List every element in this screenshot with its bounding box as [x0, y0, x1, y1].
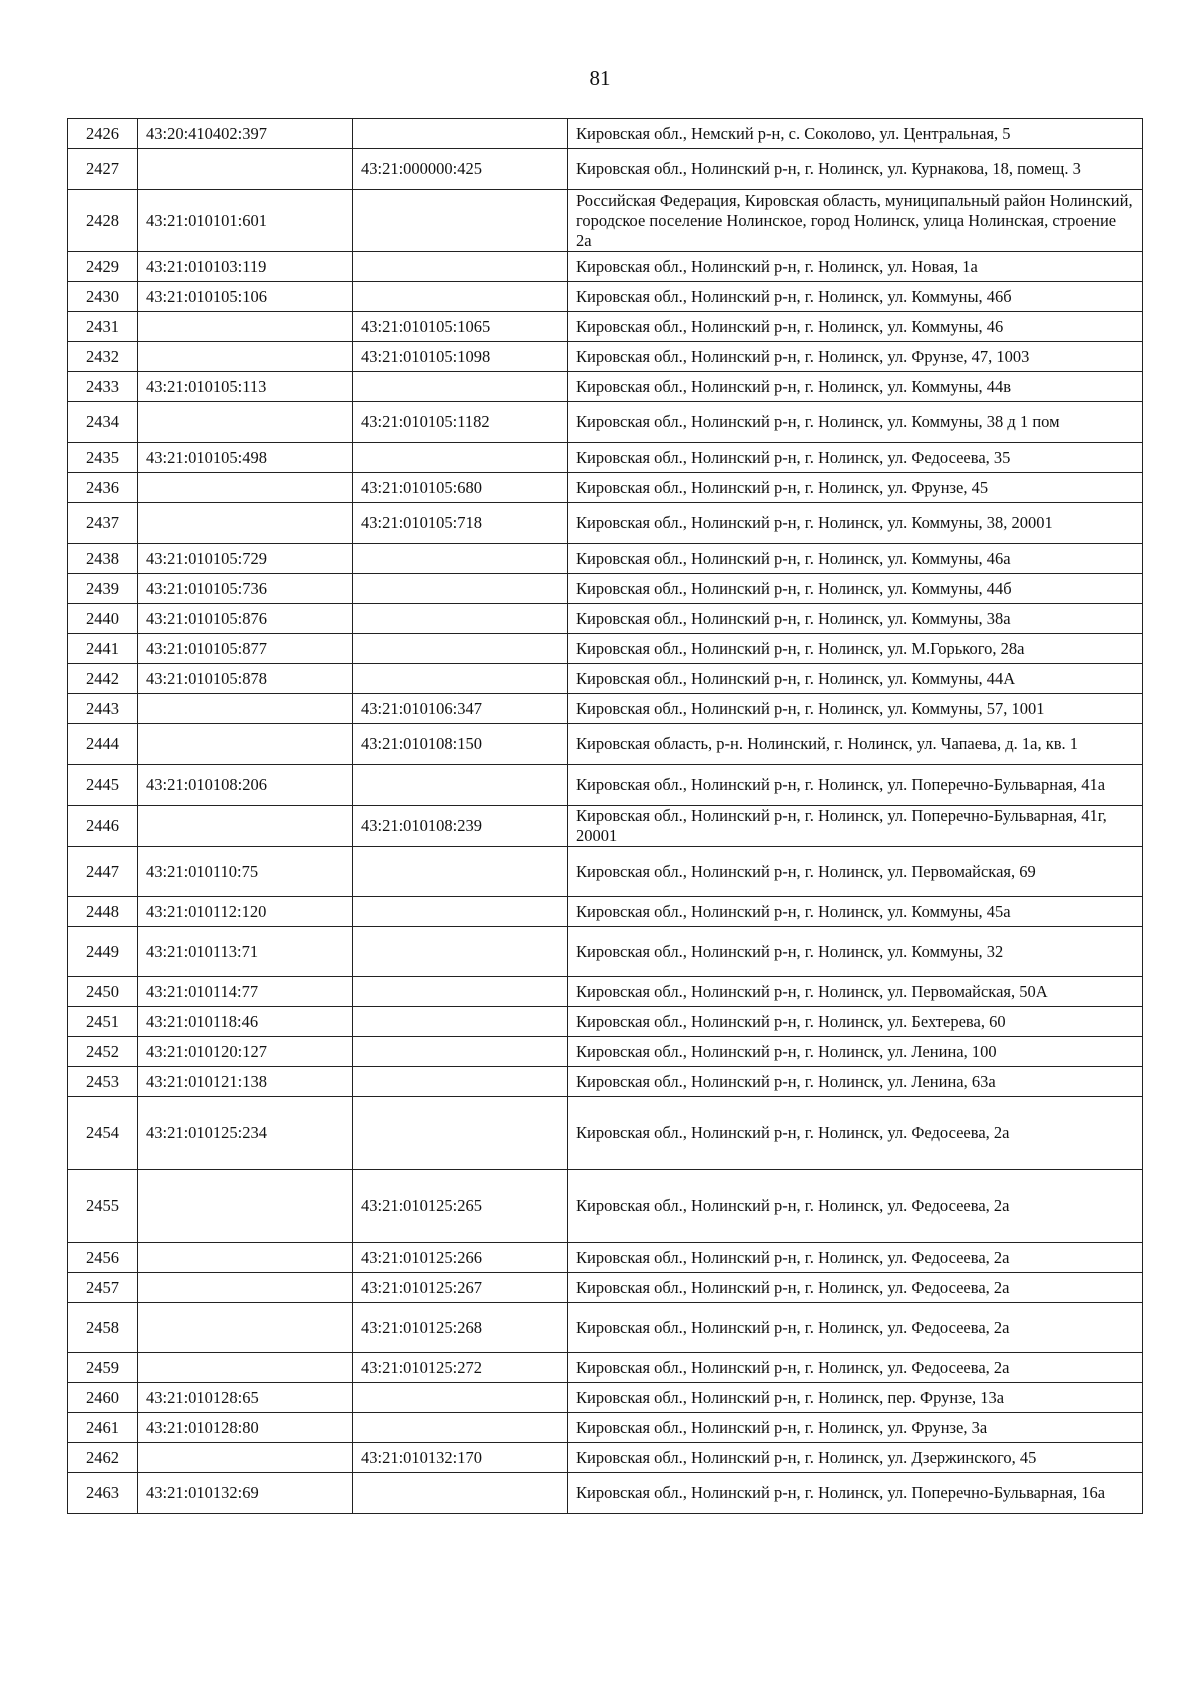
building-cadastral-number-cell: 43:21:010105:680	[353, 473, 568, 503]
table-row	[68, 634, 1143, 664]
row-number-cell: 2461	[68, 1413, 138, 1443]
land-cadastral-number-cell: 43:21:010128:80	[138, 1413, 353, 1443]
land-cadastral-number-cell	[138, 312, 353, 342]
address-cell: Кировская обл., Нолинский р-н, г. Нолинск, ул. Бехтерева, 60	[568, 1007, 1143, 1037]
building-cadastral-number-cell	[353, 190, 568, 252]
table-row	[68, 149, 1143, 190]
building-cadastral-number-cell	[353, 372, 568, 402]
land-cadastral-number-cell: 43:21:010112:120	[138, 897, 353, 927]
land-cadastral-number-cell: 43:20:410402:397	[138, 119, 353, 149]
building-cadastral-number-cell	[353, 847, 568, 897]
building-cadastral-number-cell	[353, 1067, 568, 1097]
table-row	[68, 694, 1143, 724]
building-cadastral-number-cell: 43:21:010105:1098	[353, 342, 568, 372]
address-cell: Кировская обл., Нолинский р-н, г. Нолинск, ул. Коммуны, 46	[568, 312, 1143, 342]
land-cadastral-number-cell	[138, 1243, 353, 1273]
land-cadastral-number-cell	[138, 1443, 353, 1473]
row-number-cell: 2460	[68, 1383, 138, 1413]
building-cadastral-number-cell	[353, 897, 568, 927]
row-number-cell: 2429	[68, 252, 138, 282]
address-cell: Кировская обл., Нолинский р-н, г. Нолинск, ул. Федосеева, 2а	[568, 1097, 1143, 1170]
land-cadastral-number-cell: 43:21:010105:877	[138, 634, 353, 664]
row-number-cell: 2436	[68, 473, 138, 503]
address-cell: Кировская обл., Нолинский р-н, г. Нолинск, ул. Коммуны, 44б	[568, 574, 1143, 604]
address-cell: Кировская обл., Нолинский р-н, г. Нолинск, ул. Коммуны, 38 д 1 пом	[568, 402, 1143, 443]
table-row	[68, 897, 1143, 927]
address-cell: Кировская обл., Нолинский р-н, г. Нолинск, ул. М.Горького, 28а	[568, 634, 1143, 664]
building-cadastral-number-cell: 43:21:010132:170	[353, 1443, 568, 1473]
table-row	[68, 724, 1143, 765]
row-number-cell: 2463	[68, 1473, 138, 1514]
address-cell: Кировская обл., Нолинский р-н, г. Нолинск, ул. Коммуны, 45а	[568, 897, 1143, 927]
land-cadastral-number-cell	[138, 1353, 353, 1383]
row-number-cell: 2442	[68, 664, 138, 694]
land-cadastral-number-cell: 43:21:010128:65	[138, 1383, 353, 1413]
table-row	[68, 604, 1143, 634]
address-cell: Кировская обл., Нолинский р-н, г. Нолинск, ул. Новая, 1а	[568, 252, 1143, 282]
address-cell: Кировская обл., Нолинский р-н, г. Нолинск, ул. Коммуны, 44А	[568, 664, 1143, 694]
building-cadastral-number-cell	[353, 1413, 568, 1443]
building-cadastral-number-cell	[353, 282, 568, 312]
building-cadastral-number-cell: 43:21:010105:1065	[353, 312, 568, 342]
building-cadastral-number-cell	[353, 765, 568, 806]
row-number-cell: 2437	[68, 503, 138, 544]
land-cadastral-number-cell: 43:21:010108:206	[138, 765, 353, 806]
address-cell: Кировская обл., Нолинский р-н, г. Нолинск, ул. Коммуны, 46а	[568, 544, 1143, 574]
address-cell: Кировская обл., Нолинский р-н, г. Нолинск, ул. Федосеева, 2а	[568, 1303, 1143, 1353]
land-cadastral-number-cell: 43:21:010120:127	[138, 1037, 353, 1067]
land-cadastral-number-cell: 43:21:010125:234	[138, 1097, 353, 1170]
address-cell: Кировская обл., Нолинский р-н, г. Нолинск, ул. Курнакова, 18, помещ. 3	[568, 149, 1143, 190]
table-row	[68, 765, 1143, 806]
address-cell: Кировская обл., Нолинский р-н, г. Нолинск, ул. Федосеева, 35	[568, 443, 1143, 473]
building-cadastral-number-cell	[353, 574, 568, 604]
row-number-cell: 2428	[68, 190, 138, 252]
land-cadastral-number-cell	[138, 342, 353, 372]
row-number-cell: 2454	[68, 1097, 138, 1170]
land-cadastral-number-cell: 43:21:010105:876	[138, 604, 353, 634]
row-number-cell: 2427	[68, 149, 138, 190]
row-number-cell: 2426	[68, 119, 138, 149]
table-row	[68, 574, 1143, 604]
row-number-cell: 2438	[68, 544, 138, 574]
land-cadastral-number-cell	[138, 806, 353, 847]
address-cell: Кировская обл., Нолинский р-н, г. Нолинск, ул. Поперечно-Бульварная, 41г, 20001	[568, 806, 1143, 847]
building-cadastral-number-cell	[353, 1473, 568, 1514]
address-cell: Российская Федерация, Кировская область, муниципальный район Нолинский, городское поселение Нолинское, город Нолинск, улица Нолинская, строение 2а	[568, 190, 1143, 252]
address-cell: Кировская обл., Нолинский р-н, г. Нолинск, ул. Ленина, 100	[568, 1037, 1143, 1067]
row-number-cell: 2452	[68, 1037, 138, 1067]
table-row	[68, 664, 1143, 694]
table-row	[68, 977, 1143, 1007]
building-cadastral-number-cell	[353, 604, 568, 634]
row-number-cell: 2440	[68, 604, 138, 634]
land-cadastral-number-cell: 43:21:010103:119	[138, 252, 353, 282]
table-row	[68, 1383, 1143, 1413]
address-cell: Кировская обл., Нолинский р-н, г. Нолинск, ул. Коммуны, 46б	[568, 282, 1143, 312]
land-cadastral-number-cell: 43:21:010105:498	[138, 443, 353, 473]
address-cell: Кировская обл., Нолинский р-н, г. Нолинск, ул. Коммуны, 38, 20001	[568, 503, 1143, 544]
table-row	[68, 282, 1143, 312]
table-row	[68, 847, 1143, 897]
address-cell: Кировская обл., Нолинский р-н, г. Нолинск, ул. Поперечно-Бульварная, 41а	[568, 765, 1143, 806]
table-row	[68, 119, 1143, 149]
land-cadastral-number-cell	[138, 503, 353, 544]
row-number-cell: 2458	[68, 1303, 138, 1353]
address-cell: Кировская обл., Нолинский р-н, г. Нолинск, ул. Коммуны, 38а	[568, 604, 1143, 634]
row-number-cell: 2450	[68, 977, 138, 1007]
table-row	[68, 402, 1143, 443]
building-cadastral-number-cell	[353, 544, 568, 574]
building-cadastral-number-cell	[353, 119, 568, 149]
building-cadastral-number-cell: 43:21:010105:1182	[353, 402, 568, 443]
table-row	[68, 1353, 1143, 1383]
row-number-cell: 2432	[68, 342, 138, 372]
land-cadastral-number-cell	[138, 473, 353, 503]
row-number-cell: 2456	[68, 1243, 138, 1273]
row-number-cell: 2435	[68, 443, 138, 473]
address-cell: Кировская обл., Нолинский р-н, г. Нолинск, ул. Коммуны, 57, 1001	[568, 694, 1143, 724]
building-cadastral-number-cell	[353, 927, 568, 977]
row-number-cell: 2441	[68, 634, 138, 664]
address-cell: Кировская обл., Нолинский р-н, г. Нолинск, ул. Федосеева, 2а	[568, 1273, 1143, 1303]
table-row	[68, 252, 1143, 282]
land-cadastral-number-cell: 43:21:010105:106	[138, 282, 353, 312]
table-row	[68, 1473, 1143, 1514]
table-row	[68, 1303, 1143, 1353]
address-cell: Кировская обл., Нолинский р-н, г. Нолинск, ул. Коммуны, 32	[568, 927, 1143, 977]
land-cadastral-number-cell: 43:21:010113:71	[138, 927, 353, 977]
building-cadastral-number-cell: 43:21:000000:425	[353, 149, 568, 190]
address-cell: Кировская обл., Нолинский р-н, г. Нолинск, ул. Фрунзе, 47, 1003	[568, 342, 1143, 372]
table-row	[68, 1067, 1143, 1097]
row-number-cell: 2459	[68, 1353, 138, 1383]
row-number-cell: 2439	[68, 574, 138, 604]
table-row	[68, 1243, 1143, 1273]
row-number-cell: 2434	[68, 402, 138, 443]
table-row	[68, 1007, 1143, 1037]
row-number-cell: 2446	[68, 806, 138, 847]
land-cadastral-number-cell: 43:21:010105:736	[138, 574, 353, 604]
land-cadastral-number-cell	[138, 1273, 353, 1303]
land-cadastral-number-cell: 43:21:010118:46	[138, 1007, 353, 1037]
address-cell: Кировская обл., Нолинский р-н, г. Нолинск, ул. Поперечно-Бульварная, 16а	[568, 1473, 1143, 1514]
row-number-cell: 2455	[68, 1170, 138, 1243]
building-cadastral-number-cell	[353, 664, 568, 694]
row-number-cell: 2462	[68, 1443, 138, 1473]
table-row	[68, 927, 1143, 977]
table-row	[68, 503, 1143, 544]
building-cadastral-number-cell: 43:21:010105:718	[353, 503, 568, 544]
address-cell: Кировская обл., Нолинский р-н, г. Нолинск, ул. Первомайская, 69	[568, 847, 1143, 897]
address-cell: Кировская обл., Нолинский р-н, г. Нолинск, ул. Фрунзе, 45	[568, 473, 1143, 503]
table-row	[68, 1273, 1143, 1303]
land-cadastral-number-cell: 43:21:010110:75	[138, 847, 353, 897]
land-cadastral-number-cell	[138, 724, 353, 765]
land-cadastral-number-cell	[138, 1170, 353, 1243]
table-row	[68, 1037, 1143, 1067]
row-number-cell: 2457	[68, 1273, 138, 1303]
building-cadastral-number-cell	[353, 634, 568, 664]
building-cadastral-number-cell: 43:21:010125:272	[353, 1353, 568, 1383]
building-cadastral-number-cell: 43:21:010108:150	[353, 724, 568, 765]
address-cell: Кировская обл., Нолинский р-н, г. Нолинск, ул. Федосеева, 2а	[568, 1353, 1143, 1383]
table-row	[68, 1170, 1143, 1243]
row-number-cell: 2447	[68, 847, 138, 897]
land-cadastral-number-cell: 43:21:010101:601	[138, 190, 353, 252]
table-row	[68, 806, 1143, 847]
row-number-cell: 2431	[68, 312, 138, 342]
address-cell: Кировская обл., Немский р-н, с. Соколово, ул. Центральная, 5	[568, 119, 1143, 149]
page-number: 81	[589, 66, 611, 90]
registry-rows	[68, 119, 1143, 1514]
row-number-cell: 2443	[68, 694, 138, 724]
table-row	[68, 312, 1143, 342]
table-row	[68, 190, 1143, 252]
table-row	[68, 1097, 1143, 1170]
table-row	[68, 342, 1143, 372]
building-cadastral-number-cell	[353, 1383, 568, 1413]
row-number-cell: 2449	[68, 927, 138, 977]
row-number-cell: 2448	[68, 897, 138, 927]
land-cadastral-number-cell	[138, 1303, 353, 1353]
land-cadastral-number-cell: 43:21:010105:878	[138, 664, 353, 694]
row-number-cell: 2451	[68, 1007, 138, 1037]
building-cadastral-number-cell	[353, 977, 568, 1007]
table-row	[68, 1413, 1143, 1443]
land-cadastral-number-cell	[138, 149, 353, 190]
address-cell: Кировская обл., Нолинский р-н, г. Нолинск, ул. Фрунзе, 3а	[568, 1413, 1143, 1443]
table-row	[68, 372, 1143, 402]
building-cadastral-number-cell: 43:21:010125:265	[353, 1170, 568, 1243]
row-number-cell: 2444	[68, 724, 138, 765]
building-cadastral-number-cell: 43:21:010108:239	[353, 806, 568, 847]
building-cadastral-number-cell	[353, 1037, 568, 1067]
address-cell: Кировская область, р-н. Нолинский, г. Нолинск, ул. Чапаева, д. 1а, кв. 1	[568, 724, 1143, 765]
address-cell: Кировская обл., Нолинский р-н, г. Нолинск, ул. Федосеева, 2а	[568, 1243, 1143, 1273]
land-cadastral-number-cell: 43:21:010114:77	[138, 977, 353, 1007]
address-cell: Кировская обл., Нолинский р-н, г. Нолинск, пер. Фрунзе, 13а	[568, 1383, 1143, 1413]
table-row	[68, 1443, 1143, 1473]
land-cadastral-number-cell: 43:21:010105:113	[138, 372, 353, 402]
address-cell: Кировская обл., Нолинский р-н, г. Нолинск, ул. Первомайская, 50А	[568, 977, 1143, 1007]
land-cadastral-number-cell: 43:21:010132:69	[138, 1473, 353, 1514]
row-number-cell: 2453	[68, 1067, 138, 1097]
address-cell: Кировская обл., Нолинский р-н, г. Нолинск, ул. Дзержинского, 45	[568, 1443, 1143, 1473]
address-cell: Кировская обл., Нолинский р-н, г. Нолинск, ул. Федосеева, 2а	[568, 1170, 1143, 1243]
building-cadastral-number-cell	[353, 443, 568, 473]
table-row	[68, 443, 1143, 473]
building-cadastral-number-cell: 43:21:010125:267	[353, 1273, 568, 1303]
land-cadastral-number-cell: 43:21:010121:138	[138, 1067, 353, 1097]
building-cadastral-number-cell: 43:21:010106:347	[353, 694, 568, 724]
registry-table	[67, 118, 1143, 1514]
table-row	[68, 473, 1143, 503]
land-cadastral-number-cell: 43:21:010105:729	[138, 544, 353, 574]
address-cell: Кировская обл., Нолинский р-н, г. Нолинск, ул. Ленина, 63а	[568, 1067, 1143, 1097]
building-cadastral-number-cell: 43:21:010125:268	[353, 1303, 568, 1353]
building-cadastral-number-cell: 43:21:010125:266	[353, 1243, 568, 1273]
address-cell: Кировская обл., Нолинский р-н, г. Нолинск, ул. Коммуны, 44в	[568, 372, 1143, 402]
table-row	[68, 544, 1143, 574]
row-number-cell: 2430	[68, 282, 138, 312]
land-cadastral-number-cell	[138, 402, 353, 443]
row-number-cell: 2433	[68, 372, 138, 402]
building-cadastral-number-cell	[353, 252, 568, 282]
building-cadastral-number-cell	[353, 1097, 568, 1170]
building-cadastral-number-cell	[353, 1007, 568, 1037]
land-cadastral-number-cell	[138, 694, 353, 724]
row-number-cell: 2445	[68, 765, 138, 806]
